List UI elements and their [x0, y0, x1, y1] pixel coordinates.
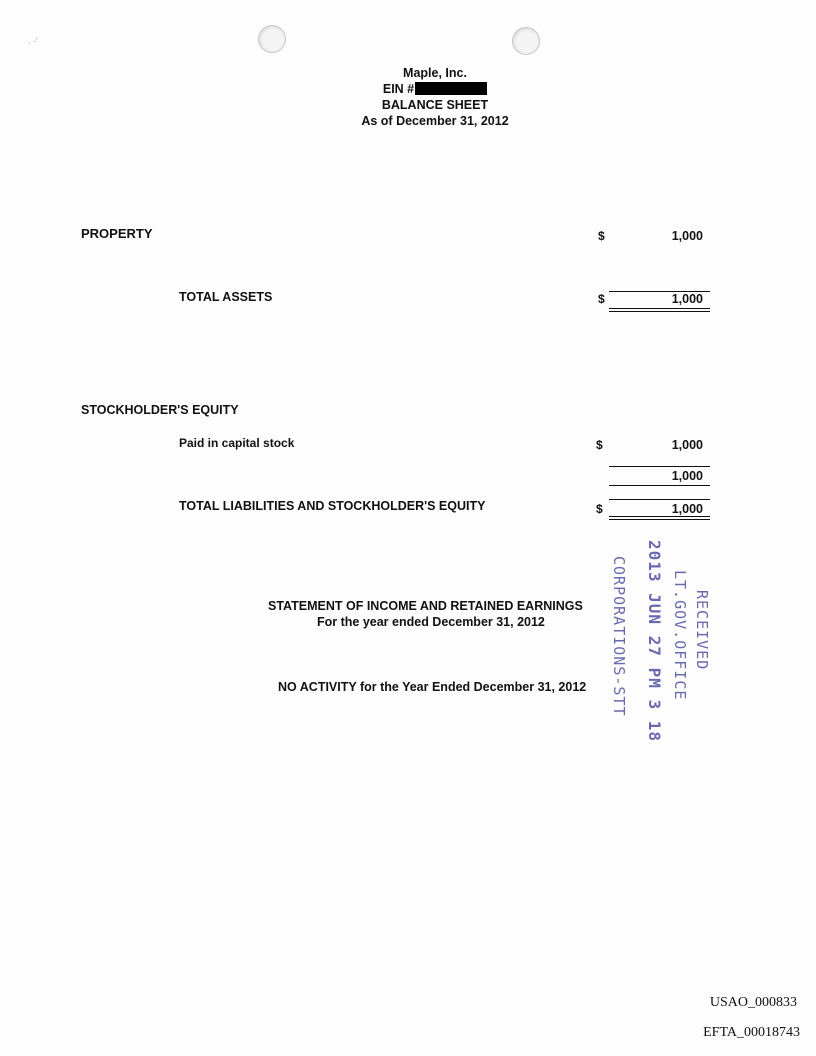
- total-equity-currency: $: [596, 502, 603, 516]
- bates-number-usao: USAO_000833: [709, 995, 797, 1010]
- total-liabilities-equity-label: TOTAL LIABILITIES AND STOCKHOLDER'S EQUITY: [179, 499, 486, 513]
- document-title: BALANCE SHEET: [381, 98, 489, 112]
- statement-date: As of December 31, 2012: [361, 114, 509, 128]
- property-amount: 1,000: [671, 229, 703, 243]
- paid-in-capital-currency: $: [596, 438, 603, 452]
- total-equity-amount: 1,000: [671, 502, 703, 516]
- received-stamp-line1: RECEIVED: [693, 590, 711, 671]
- punch-hole-left: [258, 25, 286, 53]
- property-currency: $: [598, 229, 605, 243]
- paid-in-capital-label: Paid in capital stock: [179, 436, 295, 450]
- scan-specks: . ·': [28, 36, 38, 46]
- total-equity-top-rule: [609, 499, 710, 500]
- no-activity-note: NO ACTIVITY for the Year Ended December 31, 2012: [278, 680, 587, 694]
- total-assets-amount: 1,000: [671, 292, 703, 306]
- total-assets-label: TOTAL ASSETS: [179, 290, 273, 304]
- ein-line: [0, 81, 816, 97]
- equity-section-label: STOCKHOLDER'S EQUITY: [81, 403, 239, 417]
- income-statement-period: For the year ended December 31, 2012: [317, 615, 545, 629]
- equity-subtotal-amount: 1,000: [671, 469, 703, 483]
- property-label: PROPERTY: [81, 226, 153, 241]
- received-stamp-line4: CORPORATIONS-STT: [610, 556, 628, 717]
- income-statement-title: STATEMENT OF INCOME AND RETAINED EARNINGS: [268, 599, 583, 613]
- ein-label: EIN #: [382, 82, 415, 96]
- redaction-bar: [415, 82, 487, 95]
- received-stamp-line3: 2013 JUN 27 PM 3 18: [645, 540, 664, 743]
- equity-subtotal-top-rule: [609, 466, 710, 467]
- total-assets-currency: $: [598, 292, 605, 306]
- paid-in-capital-amount: 1,000: [671, 438, 703, 452]
- total-equity-double-rule: [609, 516, 710, 520]
- document-header: [0, 65, 816, 129]
- bates-number-efta: EFTA_00018743: [703, 1025, 800, 1040]
- equity-subtotal-bottom-rule: [609, 485, 710, 486]
- punch-hole-right: [512, 27, 540, 55]
- company-name: Maple, Inc.: [403, 66, 467, 80]
- total-assets-double-rule: [609, 308, 710, 312]
- received-stamp-line2: LT.GOV.OFFICE: [671, 570, 689, 701]
